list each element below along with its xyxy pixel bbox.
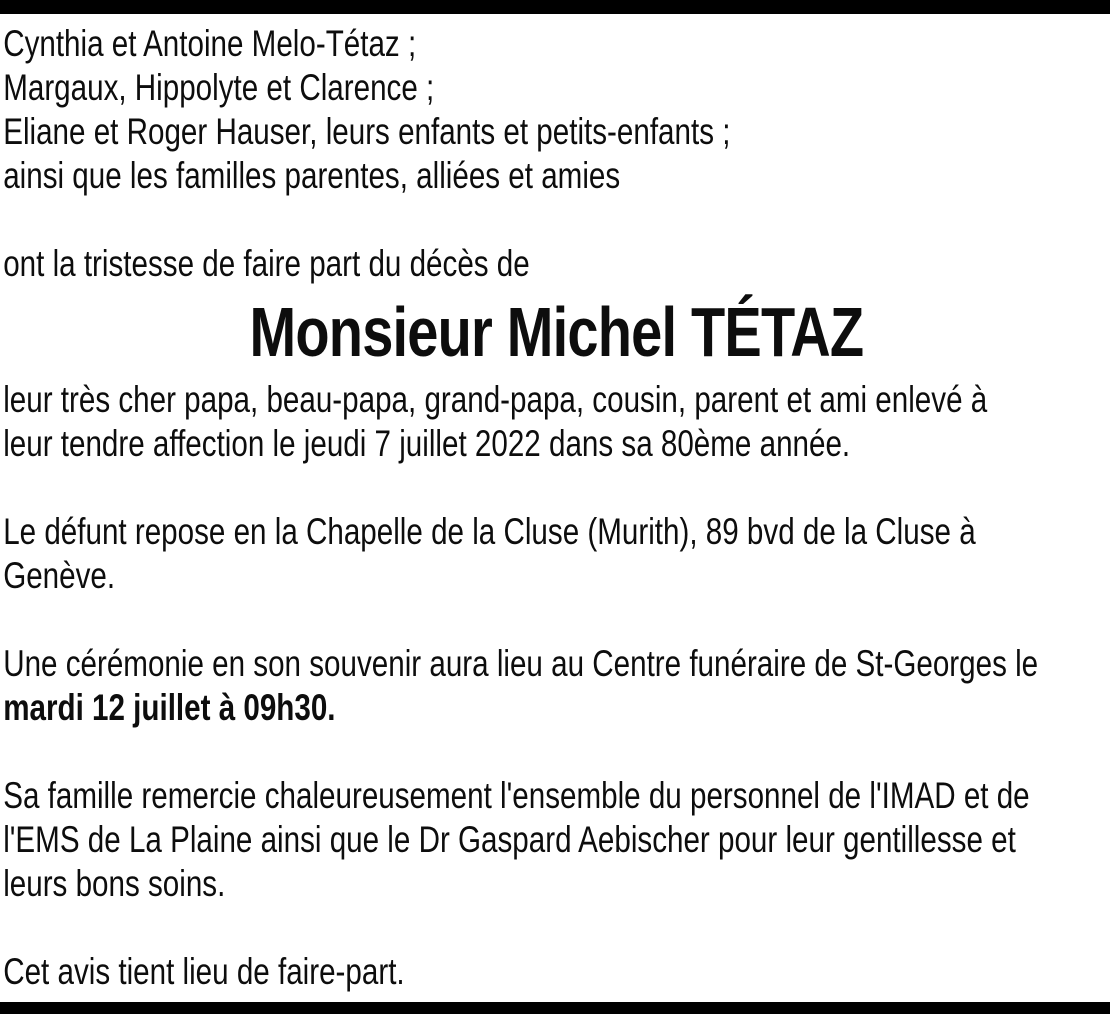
ceremony-datetime: mardi 12 juillet à 09h30. [3, 687, 336, 728]
top-border-bar [0, 0, 1110, 14]
family-line: Eliane et Roger Hauser, leurs enfants et petits-enfants ; [3, 111, 731, 152]
ceremony-paragraph [3, 642, 1109, 730]
thanks-paragraph [3, 774, 1109, 906]
repose-paragraph [3, 510, 1109, 598]
tribute-line: leur tendre affection le jeudi 7 juillet 2022 dans sa 80ème année. [3, 423, 851, 464]
thanks-line: leurs bons soins. [3, 863, 226, 904]
tribute-line: leur très cher papa, beau-papa, grand-papa, cousin, parent et ami enlevé à [3, 379, 988, 420]
bottom-border-bar [0, 1002, 1110, 1014]
thanks-line: Sa famille remercie chaleureusement l'ensemble du personnel de l'IMAD et de [3, 775, 1030, 816]
family-line: Margaux, Hippolyte et Clarence ; [3, 67, 435, 108]
announcement-line: ont la tristesse de faire part du décès de [3, 243, 530, 284]
thanks-line: l'EMS de La Plaine ainsi que le Dr Gaspard Aebischer pour leur gentillesse et [3, 819, 1016, 860]
closing-paragraph [3, 950, 1109, 994]
family-names-paragraph [3, 22, 1109, 198]
ceremony-line: Une cérémonie en son souvenir aura lieu au Centre funéraire de St-Georges le [3, 643, 1039, 684]
repose-line: Genève. [3, 555, 116, 596]
family-line: Cynthia et Antoine Melo-Tétaz ; [3, 23, 417, 64]
family-line: ainsi que les familles parentes, alliées et amies [3, 155, 621, 196]
notice-body [0, 14, 1110, 994]
announcement-paragraph [3, 242, 1109, 286]
closing-line: Cet avis tient lieu de faire-part. [3, 951, 405, 992]
repose-line: Le défunt repose en la Chapelle de la Cluse (Murith), 89 bvd de la Cluse à [3, 511, 976, 552]
tribute-paragraph [3, 378, 1109, 466]
deceased-name-title: Monsieur Michel TÉTAZ [249, 293, 864, 371]
